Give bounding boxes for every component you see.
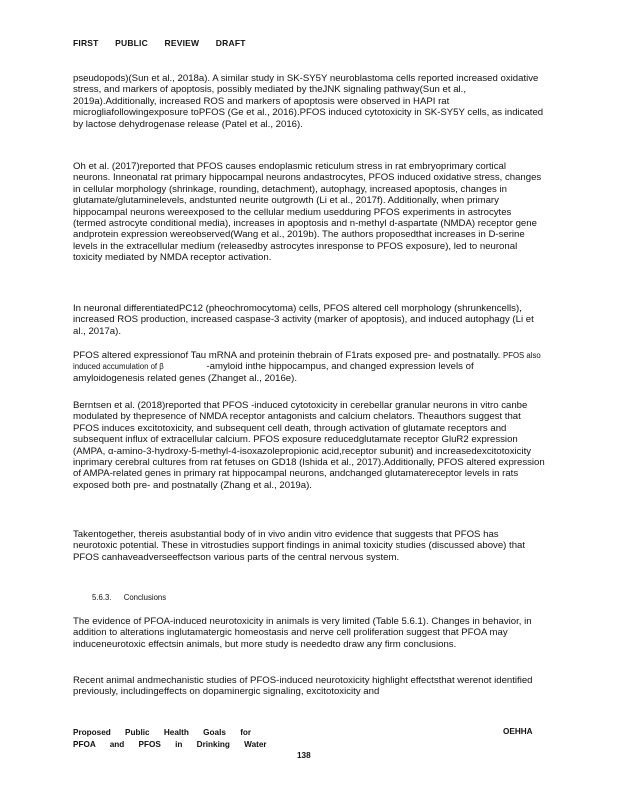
paragraph-pfos-summary: Takentogether, thereis asubstantial body of in vivo andin vitro evidence that suggests that PFOS has neurotoxic potential. These in vitrostudies support findings in animal toxicity studies (discussed above) that PFOS canhaveadverseeffectson various parts of the central nervous system. (73, 529, 526, 563)
paragraph-pfos-tau-part2: -amyloid inthe hippocampus, and changed expression levels of amyloidogenesis related genes (Zhanget al., 2016e). (73, 361, 474, 384)
section-number: 5.6.3. (92, 593, 112, 602)
paragraph-pfoa-conclusion: The evidence of PFOA-induced neurotoxicity in animals is very limited (Table 5.6.1). Changes in behavior, in addition to alterations inglutamatergic homeostasis and nerve cell proliferation suggest that PFOA may induceneurotoxic effectsin animals, but more study is neededto draw any firm conclusions. (73, 616, 532, 650)
footer-line-1: Proposed Public Health Goals for (73, 728, 252, 737)
footer-document-title (73, 727, 267, 751)
footer-line-2: PFOA and PFOS in Drinking Water (73, 740, 267, 749)
paragraph-pfos-tau-part1: PFOS altered expressionof Tau mRNA and proteinin thebrain of F1rats exposed pre- and postnatally. (73, 350, 501, 361)
paragraph-pfos-hippocampal: Oh et al. (2017)reported that PFOS causes endoplasmic reticulum stress in rat embryoprimary cortical neurons. Inneonatal rat primary hippocampal neurons andastrocytes, PFOS induced oxidative stress, changes in cellular morphology (shrinkage, rounding, detachment), autophagy, increased apoptosis, changes in glutamate/glutaminelevels, andstunted neurite outgrowth (Li et al., 2017f). Additionally, when primary hippocampal neurons wereexposed to the cellular medium usedduring PFOS experiments in astrocytes (termed astrocyte conditional media), increases in apoptosis and n-methyl d-aspartate (NMDA) receptor gene andprotein expression wereobserved(Wang et al., 2019b). The authors proposedthat increases in D-serine levels in the extracellular medium (releasedby astrocytes inresponse to PFOS exposure), led to neuronal toxicity mediated by NMDA receptor activation. (73, 161, 542, 264)
section-heading (92, 593, 166, 602)
paragraph-pfos-tau (73, 350, 545, 384)
paragraph-pfos-tau-small: PFOS also induced accumulation of β (73, 351, 541, 372)
paragraph-pfos-excitotoxicity: Berntsen et al. (2018)reported that PFOS -induced cytotoxicity in cerebellar granular neurons in vitro canbe modulated by thepresence of NMDA receptor antagonists and calcium chelators. Theauthors suggest that PFOS induces excitotoxicity, and subsequent cell death, through activation of glutamate receptors and subsequent influx of extracellular calcium. PFOS exposure reducedglutamate receptor GluR2 expression (AMPA, α-amino-3-hydroxy-5-methyl-4-isoxazolepropionic acid,receptor subunit) and increasedexcitotoxicity inprimary cerebral cultures from rat fetuses on GD18 (Ishida et al., 2017).Additionally, PFOS altered expression of AMPA-related genes in primary rat hippocampal neurons, andchanged glutamatereceptor levels in rats exposed both pre- and postnatally (Zhang et al., 2019a). (73, 400, 545, 491)
footer-organization: OEHHA (503, 727, 533, 736)
paragraph-pfos-pc12: In neuronal differentiatedPC12 (pheochromocytoma) cells, PFOS altered cell morphology (shrunkencells), increased ROS production, increased caspase-3 activity (marker of apoptosis), and induced autophagy (Li et al., 2017a). (73, 303, 534, 337)
section-title: Conclusions (123, 593, 167, 602)
page-number: 138 (297, 751, 311, 760)
paragraph-recent-studies: Recent animal andmechanistic studies of PFOS-induced neurotoxicity highlight effectsthat werenot identified previously, includingeffects on dopaminergic signaling, excitotoxicity and (73, 675, 533, 698)
paragraph-pfos-neuroblastoma: pseudopods)(Sun et al., 2018a). A similar study in SK-SY5Y neuroblastoma cells reported increased oxidative stress, and markers of apoptosis, possibly mediated by theJNK signaling pathway(Sun et al., 2019a).Additionally, increased ROS and markers of apoptosis were observed in HAPI rat microgliafollowingexposure toPFOS (Ge et al., 2016).PFOS induced cytotoxicity in SK-SY5Y cells, as indicated by lactose dehydrogenase release (Patel et al., 2016). (73, 73, 544, 130)
draft-header: FIRST PUBLIC REVIEW DRAFT (73, 38, 246, 48)
